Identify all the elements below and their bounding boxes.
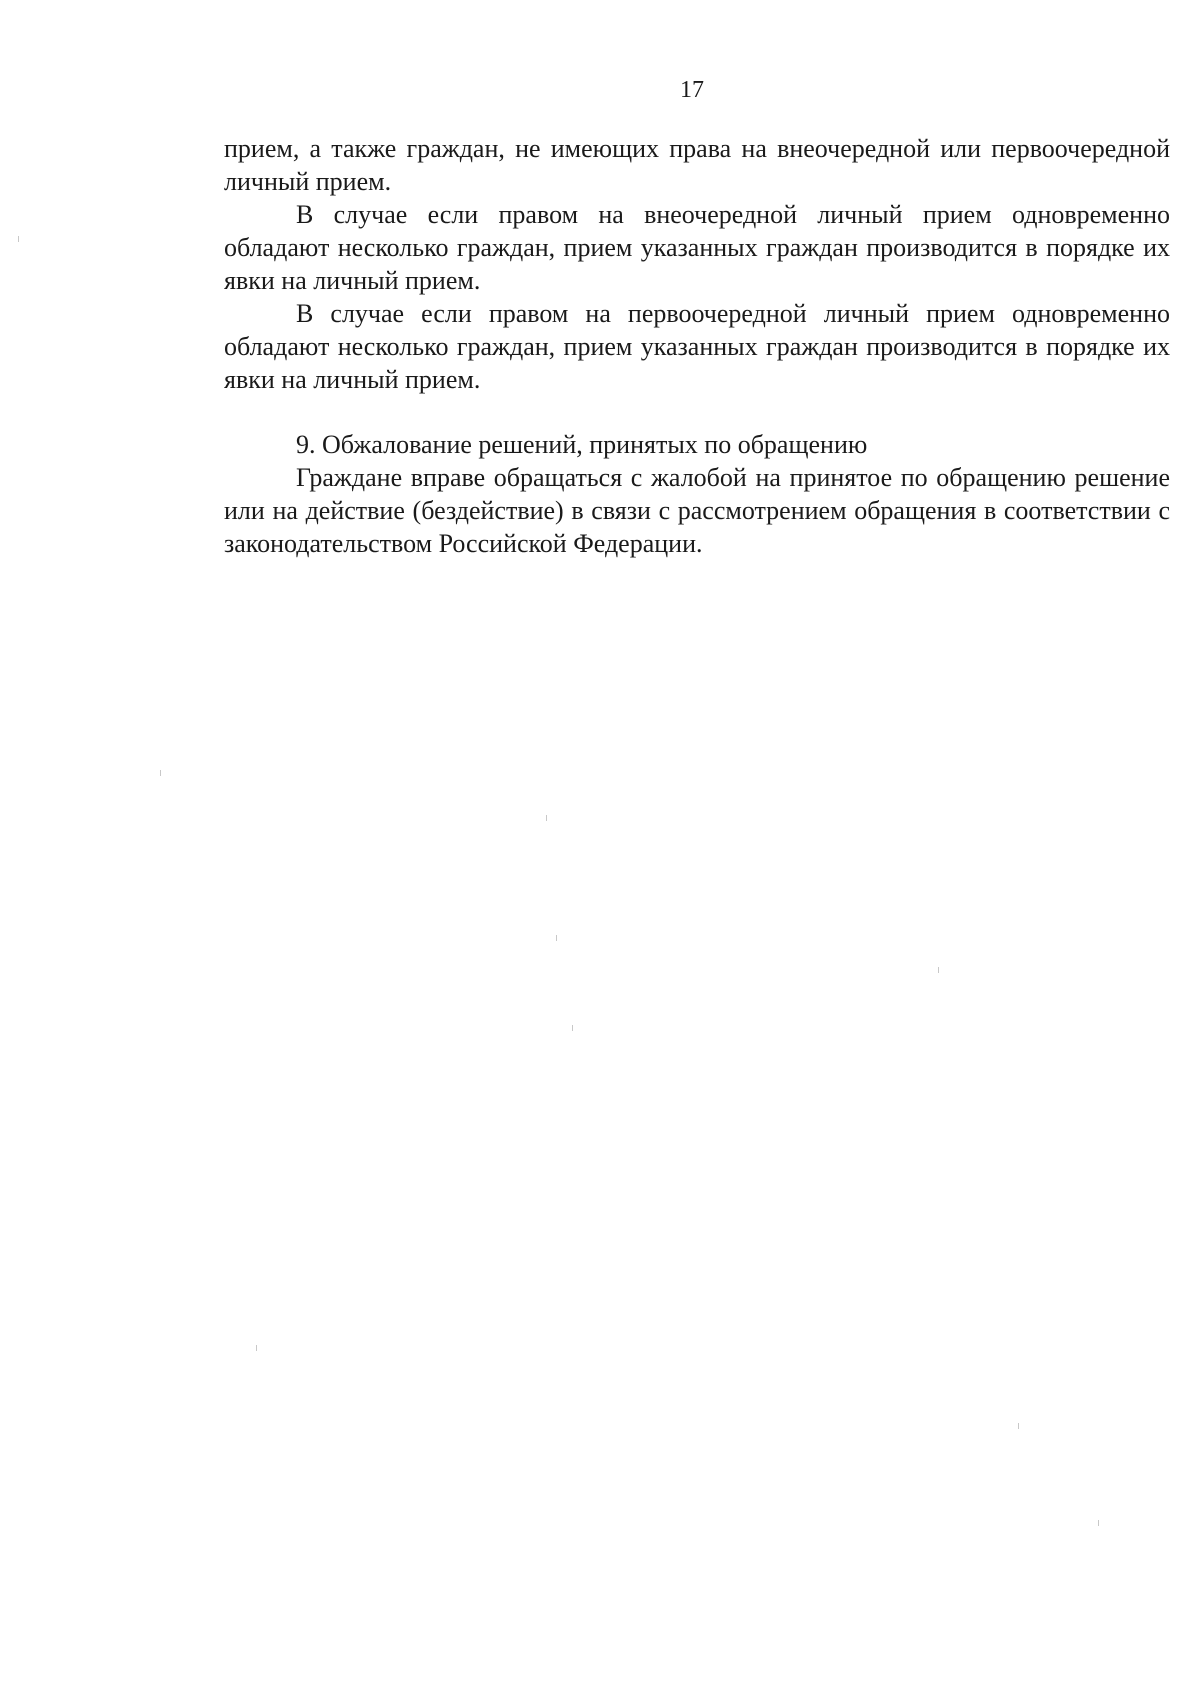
section-paragraph-appeal: Граждане вправе обращаться с жалобой на принятое по обращению решение или на действие (бездействие) в связи с рассмотрением обращения в соответствии с законодательством Российской Федерации.	[224, 463, 1170, 558]
scan-speck	[256, 1345, 257, 1351]
scan-speck	[160, 770, 161, 776]
paragraph-extraordinary-reception: В случае если правом на внеочередной личный прием одновременно обладают несколько граждан, прием указанных граждан производится в порядке их явки на личный прием.	[224, 200, 1170, 295]
document-body	[224, 132, 1170, 560]
paragraph-continuation: прием, а также граждан, не имеющих права на внеочередной или первоочередной личный прием.	[224, 134, 1170, 196]
paragraph-priority-reception: В случае если правом на первоочередной личный прием одновременно обладают несколько граждан, прием указанных граждан производится в порядке их явки на личный прием.	[224, 299, 1170, 394]
page-number-text: 17	[680, 77, 704, 103]
scan-speck	[18, 236, 19, 242]
section-spacer	[224, 396, 1170, 428]
scan-speck	[938, 967, 939, 973]
scan-speck	[1098, 1520, 1099, 1526]
scan-speck	[1018, 1423, 1019, 1429]
scan-speck	[572, 1025, 573, 1031]
section-heading: 9. Обжалование решений, принятых по обращению	[296, 430, 868, 459]
scan-speck	[546, 815, 547, 821]
scan-speck	[556, 935, 557, 941]
